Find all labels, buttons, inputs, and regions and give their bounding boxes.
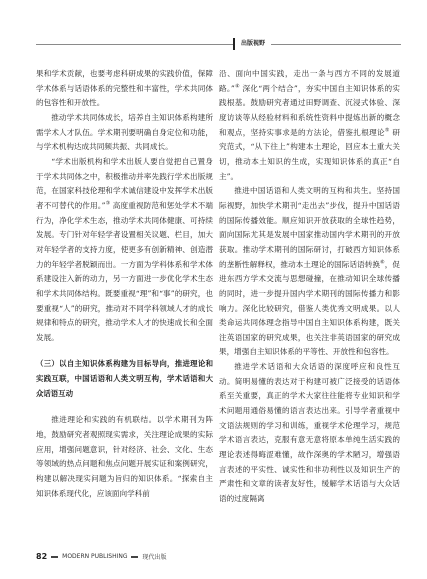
footnote-marker: ⑥ xyxy=(380,259,385,265)
page-number: 82 xyxy=(36,552,48,561)
paragraph: 果和学术贡献，也要考虑科研成果的实践价值，保障学术体系与话语体系的完整性和丰富性，学术共同体的包容性和开放性。 xyxy=(36,69,213,108)
paragraph-text: 研究范式，“从下往上”构建本土理论，回应本土重大关切，推动本土知识的生成，实现知识体系的真正“自主”。 xyxy=(219,127,401,181)
paragraph-text: 沿、面向中国实践，走出一条与西方不同的发展道路。” xyxy=(219,69,400,93)
paragraph xyxy=(219,67,400,184)
footer-bar xyxy=(51,556,58,558)
paragraph-text: 深化“两个结合”，夯实中国自主知识体系的实践根基。鼓励研究者通过田野调查、沉浸式体验、深度访谈等从经验材料和系统性资料中提炼出新的概念和观点，坚持实事求是的方法论，借鉴扎根理论 xyxy=(219,83,400,137)
paragraph-text: 推进中国话语和人类文明的互构和共生。坚持国际视野，加快学术期刊“走出去”步伐，提升中国话语的国际传播效能。顺应知识开放获取的全球性趋势，面向国际尤其是发展中国家推动国内学术期刊的开放获取。推动学术期刊的国际研讨，打破西方知识体系的垄断性解释权，推动本土理论的国际话语转换 xyxy=(219,186,400,269)
paragraph-text: “学术出版机构和学术出版人要自觉把自己置身于学术共同体之中，积极推动并率先践行学术出版规范，在国家科技伦理和学术诚信建设中发挥学术出版者不可替代的作用。” xyxy=(36,156,213,210)
footnote-marker: ⑤ xyxy=(384,127,390,134)
footnote-marker: ④ xyxy=(234,83,240,90)
paragraph xyxy=(36,155,213,346)
paragraph: 推进理论和实践的有机联结。以学术期刊为阵地，鼓励研究者观照现实需求，关注理论成果的实际应用，增强问题意识，针对经济、社会、文化、生态等领域的热点问题和焦点问题开展实证和案例研究，构建以解决现实问题为旨归的知识体系。“探索自主知识体系现代化，应该面向学科前 xyxy=(36,415,213,498)
section-tag: 出版视野 xyxy=(233,38,271,50)
footnote-marker: ③ xyxy=(105,200,111,207)
journal-name-cn: 现代出版 xyxy=(142,554,167,561)
running-header xyxy=(36,38,401,52)
paragraph-text: ，促进东西方学术交流与思想碰撞，在推动知识全球传播的同时，进一步提升国内学术期刊的国际传播力和影响力。深化比较研究，借鉴人类优秀文明成果。以人类命运共同体理念指导中国自主知识体系构建，既关注英语国家的研究成果，也关注非英语国家的研究成果，增强自主知识体系的平等性、开放性和包容性。 xyxy=(219,259,401,357)
paragraph xyxy=(219,184,400,360)
paragraph: 推动学术共同体成长，培养自主知识体系构建所需学术人才队伍。学术期刊要明确自身定位和功能，与学术机构达成共同频共振、共同成长。 xyxy=(36,112,213,152)
right-column xyxy=(219,67,400,507)
footer-bar xyxy=(131,556,138,558)
paragraph: 推进学术话语和大众话语的深度呼应和良性互动。简明易懂的表达对于构建可被广泛接受的话语体系至关重要，真正的学术大家往往能将专业知识和学术问题用通俗易懂的语言表达出来。引导学者重视中文语法规则的学习和训练，重视学术伦理学习，规范学术语言表达，克服有意无意将原本单纯生活实践的理论表述得晦涩难懂，故作深奥的学术陋习，增强语言表述的平实性、诚实性和非功利性以及知识生产的严肃性和文章的读者友好性，缓解学术话语与大众话语的过度隔离 xyxy=(219,362,400,504)
journal-name-en: MODERN PUBLISHING xyxy=(62,553,128,560)
header-rule xyxy=(36,44,401,45)
paragraph-text: 高度重视防范和惩处学术不端行为，净化学术生态，推动学术共同体健康、可持续发展。专门针对年轻学者设置相关议题、栏目，加大对年轻学者的支持力度，使更多有创新精神、创造潜力的年轻学者脱颖而出。一方面为学科体系和学术体系建设注入新的动力，另一方面进一步优化学术生态和学术共同体结构。既要重视“理”和“事”的研究，也要重视“人”的研究，推动对不同学科领域人才的成长规律和特点的研究，推动学术人才的快速成长和全面发展。 xyxy=(36,200,213,342)
section-heading: （三）以自主知识体系构建为目标导向，推进理论和实践互联，中国话语和人类文明互构，学术话语和大众话语互动 xyxy=(36,359,213,398)
page-footer xyxy=(36,552,167,561)
left-column xyxy=(36,67,213,501)
